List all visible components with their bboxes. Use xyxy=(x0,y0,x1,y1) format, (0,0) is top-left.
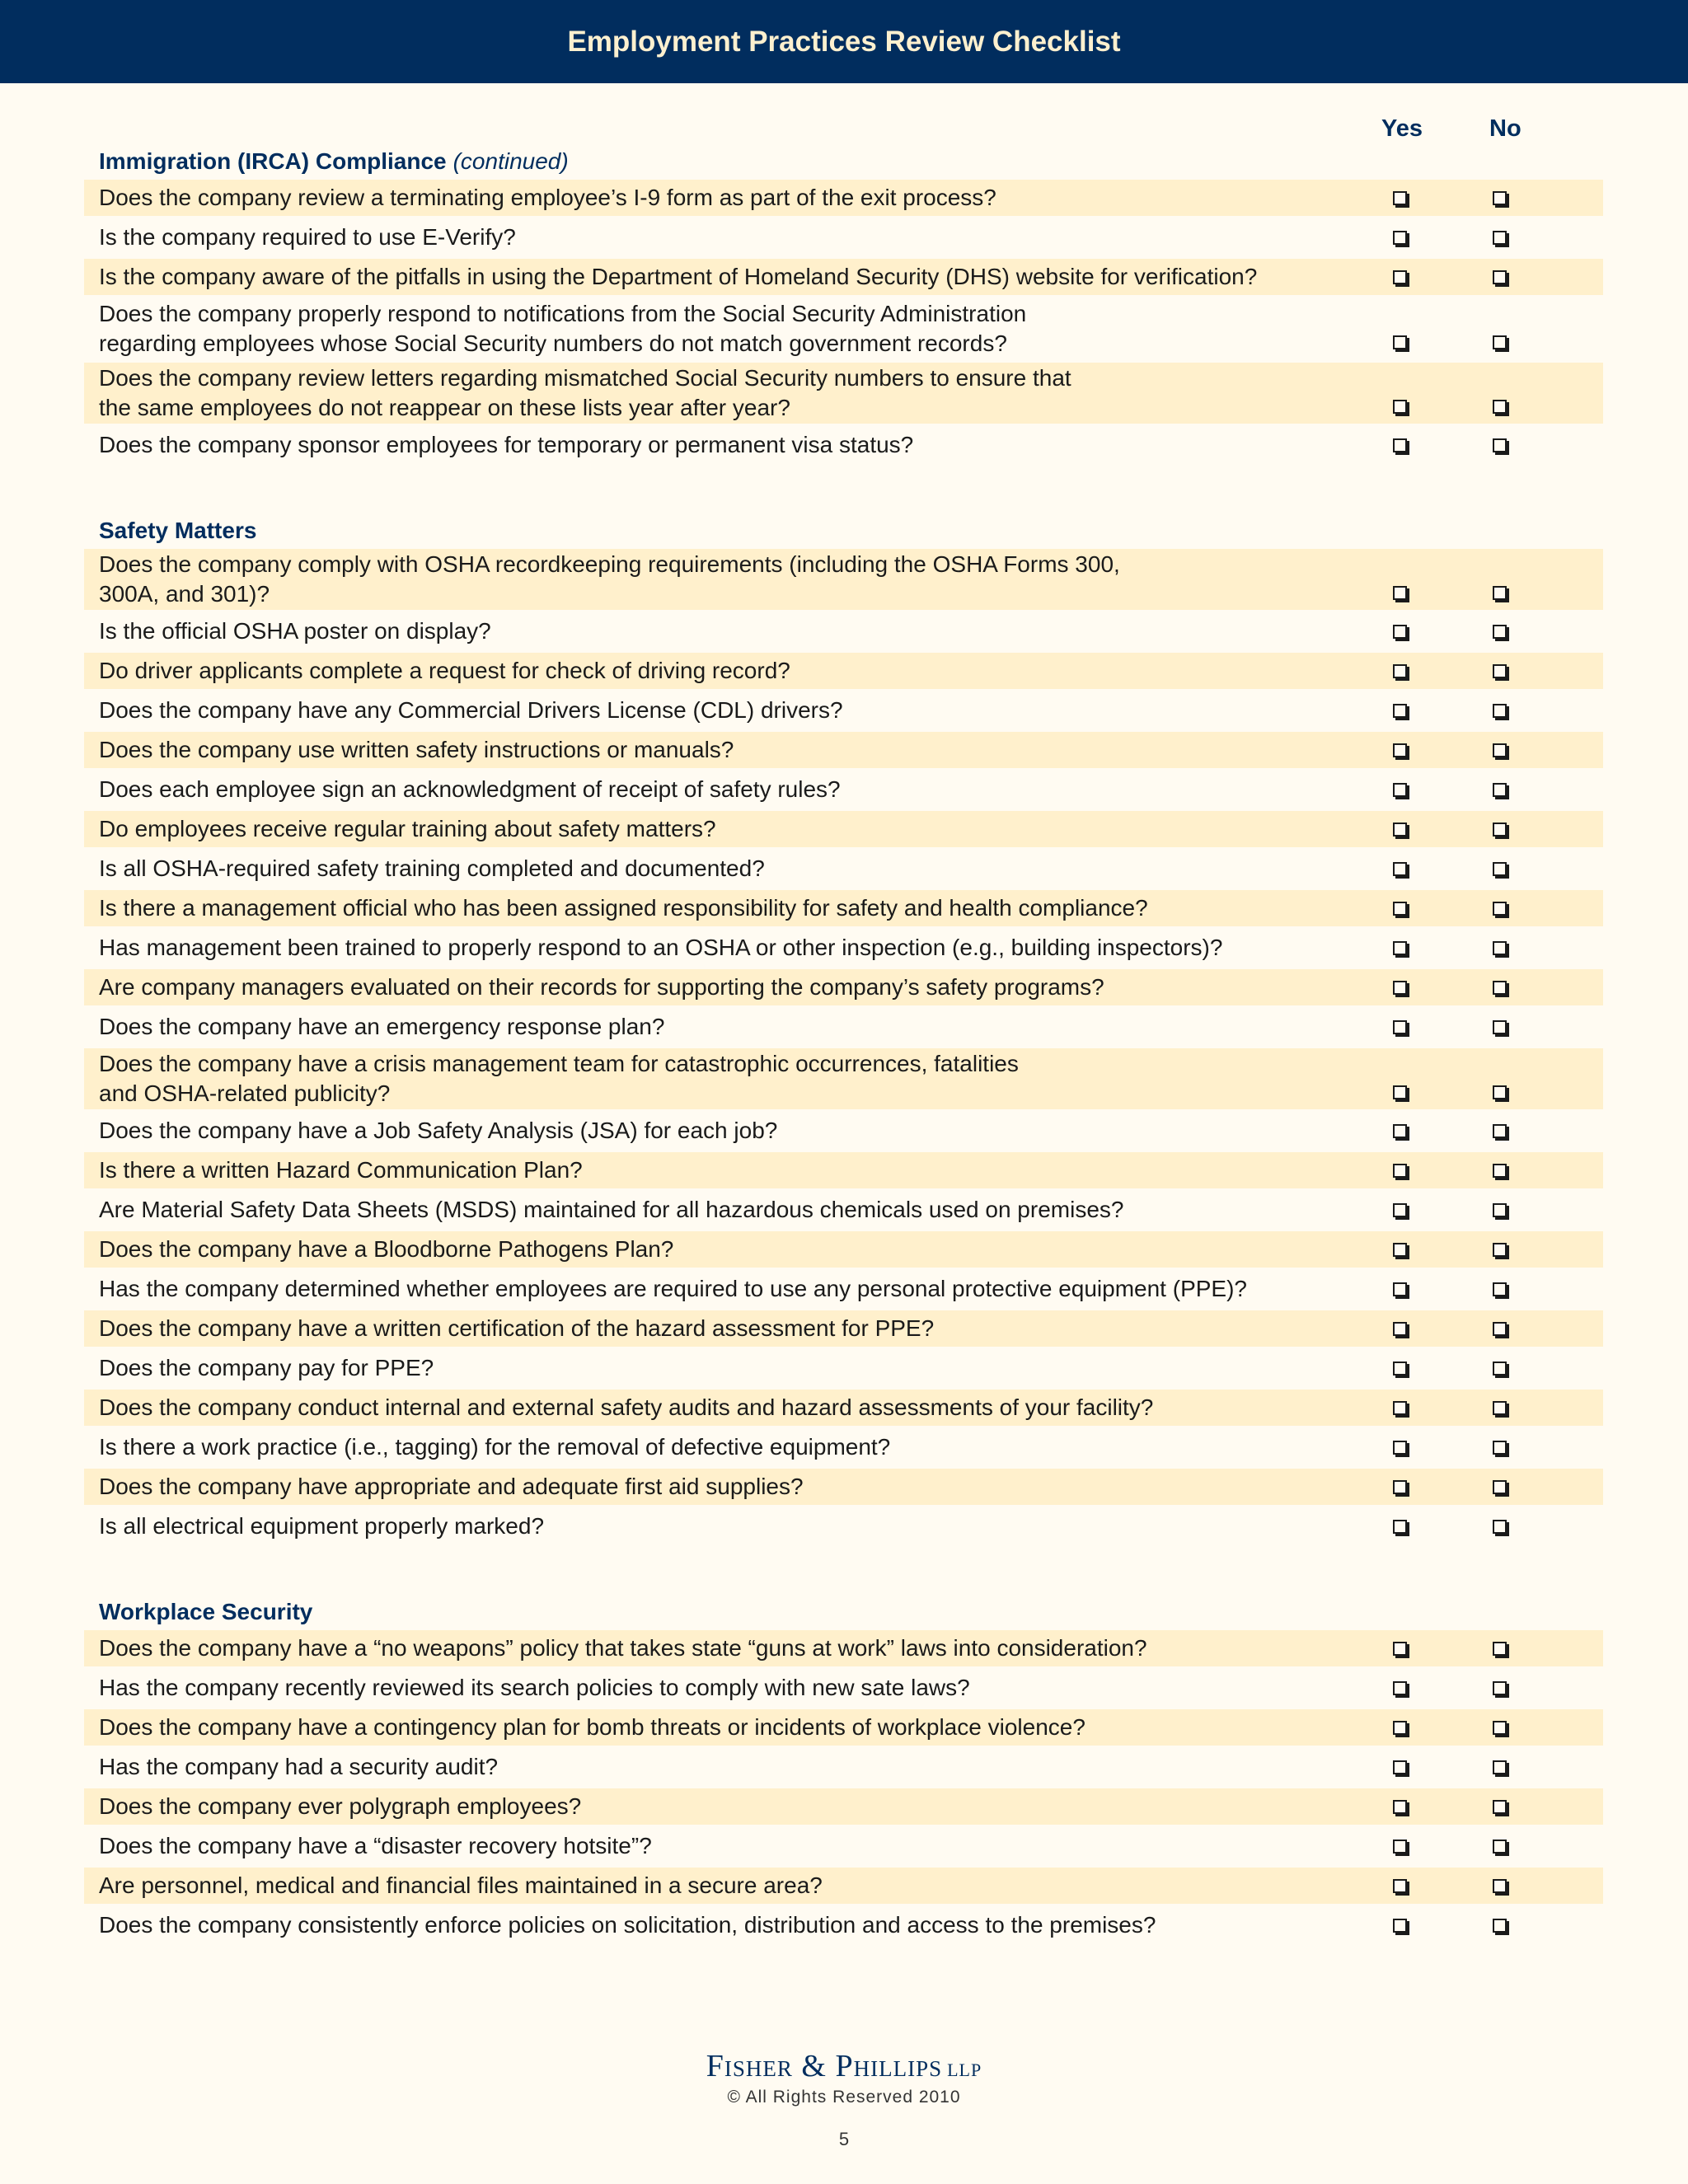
checklist-row xyxy=(84,1048,1603,1109)
section-title-text: Immigration (IRCA) Compliance xyxy=(99,148,447,174)
no-checkbox[interactable] xyxy=(1493,400,1507,414)
question-text: Does the company review a terminating employee’s I-9 form as part of the exit process? xyxy=(99,185,996,210)
checklist-row xyxy=(84,1113,1603,1149)
checklist-row xyxy=(84,1009,1603,1045)
checklist-row xyxy=(84,930,1603,966)
checklist-row xyxy=(84,890,1603,926)
yes-column-header: Yes xyxy=(1381,115,1423,142)
copyright-notice: © All Rights Reserved 2010 xyxy=(727,2088,961,2107)
question-text: Does the company ever polygraph employees? xyxy=(99,1793,582,1819)
yes-checkbox[interactable] xyxy=(1393,586,1407,600)
firm-logo xyxy=(0,2048,1688,2084)
question-text: Does the company have a written certification of the hazard assessment for PPE? xyxy=(99,1315,935,1341)
section-title xyxy=(84,140,1603,180)
no-checkbox[interactable] xyxy=(1493,1681,1507,1695)
yes-checkbox[interactable] xyxy=(1393,862,1407,876)
section-title xyxy=(84,509,1603,549)
no-checkbox[interactable] xyxy=(1493,1020,1507,1034)
checklist-row xyxy=(84,1192,1603,1228)
checklist-row xyxy=(84,180,1603,216)
section-spacer xyxy=(84,466,1603,509)
yes-checkbox[interactable] xyxy=(1393,664,1407,678)
no-checkbox[interactable] xyxy=(1493,823,1507,837)
checklist-row xyxy=(84,1350,1603,1386)
no-column-header: No xyxy=(1489,115,1522,142)
question-text: Does each employee sign an acknowledgment of receipt of safety rules? xyxy=(99,776,841,802)
checklist-row xyxy=(84,1152,1603,1188)
question-text: Does the company have a “disaster recovery hotsite”? xyxy=(99,1833,652,1858)
firm-name: Fisher & Phillips xyxy=(706,2049,943,2083)
checklist-row xyxy=(84,811,1603,847)
yes-checkbox[interactable] xyxy=(1393,941,1407,955)
no-checkbox[interactable] xyxy=(1493,1919,1507,1933)
checklist-row xyxy=(84,1630,1603,1666)
no-checkbox[interactable] xyxy=(1493,1520,1507,1534)
no-checkbox[interactable] xyxy=(1493,1642,1507,1656)
no-checkbox[interactable] xyxy=(1493,335,1507,349)
section-title-text: Safety Matters xyxy=(99,518,257,543)
question-text: Does the company have a crisis management team for catastrophic occurrences, fatalities and OSHA-related publicity? xyxy=(99,1051,1019,1106)
yes-checkbox[interactable] xyxy=(1393,743,1407,757)
checklist-row xyxy=(84,969,1603,1005)
question-text: Does the company use written safety instructions or manuals? xyxy=(99,737,734,762)
page-number: 5 xyxy=(838,2129,850,2149)
checklist-row xyxy=(84,692,1603,729)
yes-checkbox[interactable] xyxy=(1393,1520,1407,1534)
question-list xyxy=(84,549,1603,1544)
page-title: Employment Practices Review Checklist xyxy=(567,25,1121,58)
firm-suffix: LLP xyxy=(947,2060,982,2080)
no-checkbox[interactable] xyxy=(1493,1164,1507,1178)
yes-checkbox[interactable] xyxy=(1393,783,1407,797)
question-text: Does the company have a Bloodborne Pathogens Plan? xyxy=(99,1236,674,1262)
checklist-row xyxy=(84,363,1603,424)
no-checkbox[interactable] xyxy=(1493,1760,1507,1774)
checklist xyxy=(84,140,1603,1947)
question-text: Does the company have a Job Safety Analysis (JSA) for each job? xyxy=(99,1118,778,1143)
question-text: Are Material Safety Data Sheets (MSDS) maintained for all hazardous chemicals used on premises? xyxy=(99,1197,1124,1222)
question-text: Does the company consistently enforce policies on solicitation, distribution and access to the premises? xyxy=(99,1912,1156,1938)
question-list xyxy=(84,180,1603,463)
checklist-row xyxy=(84,1310,1603,1347)
yes-checkbox[interactable] xyxy=(1393,191,1407,205)
no-checkbox[interactable] xyxy=(1493,1879,1507,1893)
no-checkbox[interactable] xyxy=(1493,704,1507,718)
checklist-row xyxy=(84,1670,1603,1706)
checklist-row xyxy=(84,1508,1603,1544)
checklist-row xyxy=(84,1709,1603,1746)
checklist-row xyxy=(84,851,1603,887)
question-text: Has management been trained to properly respond to an OSHA or other inspection (e.g., building inspectors)? xyxy=(99,935,1223,960)
no-checkbox[interactable] xyxy=(1493,981,1507,995)
checklist-row xyxy=(84,1390,1603,1426)
no-checkbox[interactable] xyxy=(1493,1361,1507,1376)
question-text: Does the company have an emergency response plan? xyxy=(99,1014,665,1039)
checklist-row xyxy=(84,732,1603,768)
question-text: Does the company have a “no weapons” policy that takes state “guns at work” laws into consideration? xyxy=(99,1635,1147,1661)
question-text: Has the company determined whether employees are required to use any personal protective equipment (PPE)? xyxy=(99,1276,1247,1301)
yes-checkbox[interactable] xyxy=(1393,1441,1407,1455)
no-checkbox[interactable] xyxy=(1493,270,1507,284)
question-text: Is all electrical equipment properly marked? xyxy=(99,1513,545,1539)
question-text: Does the company properly respond to notifications from the Social Security Administration regarding employees whose Social Security numbers do not match government records? xyxy=(99,301,1027,356)
yes-checkbox[interactable] xyxy=(1393,902,1407,916)
yes-checkbox[interactable] xyxy=(1393,1020,1407,1034)
yes-checkbox[interactable] xyxy=(1393,400,1407,414)
question-text: Is the official OSHA poster on display? xyxy=(99,618,491,644)
yes-checkbox[interactable] xyxy=(1393,704,1407,718)
yes-checkbox[interactable] xyxy=(1393,981,1407,995)
yes-checkbox[interactable] xyxy=(1393,1760,1407,1774)
page-header xyxy=(0,0,1688,83)
no-checkbox[interactable] xyxy=(1493,1322,1507,1336)
yes-checkbox[interactable] xyxy=(1393,270,1407,284)
question-text: Is the company required to use E-Verify? xyxy=(99,224,516,250)
section-title xyxy=(84,1591,1603,1630)
question-text: Does the company conduct internal and external safety audits and hazard assessments of your facility? xyxy=(99,1394,1154,1420)
no-checkbox[interactable] xyxy=(1493,743,1507,757)
question-text: Is there a management official who has been assigned responsibility for safety and health compliance? xyxy=(99,895,1148,921)
yes-checkbox[interactable] xyxy=(1393,1243,1407,1257)
checklist-row xyxy=(84,219,1603,255)
yes-checkbox[interactable] xyxy=(1393,1282,1407,1296)
yes-checkbox[interactable] xyxy=(1393,438,1407,452)
yes-checkbox[interactable] xyxy=(1393,1401,1407,1415)
no-checkbox[interactable] xyxy=(1493,1840,1507,1854)
checklist-row xyxy=(84,298,1603,359)
question-text: Is there a written Hazard Communication Plan? xyxy=(99,1157,583,1183)
no-checkbox[interactable] xyxy=(1493,191,1507,205)
no-checkbox[interactable] xyxy=(1493,1282,1507,1296)
no-checkbox[interactable] xyxy=(1493,1800,1507,1814)
checklist-row xyxy=(84,1868,1603,1904)
checklist-row xyxy=(84,549,1603,610)
question-text: Has the company had a security audit? xyxy=(99,1754,499,1779)
question-text: Is there a work practice (i.e., tagging) for the removal of defective equipment? xyxy=(99,1434,891,1460)
yes-checkbox[interactable] xyxy=(1393,1164,1407,1178)
no-checkbox[interactable] xyxy=(1493,941,1507,955)
no-checkbox[interactable] xyxy=(1493,438,1507,452)
checklist-row xyxy=(84,1749,1603,1785)
question-list xyxy=(84,1630,1603,1943)
yes-checkbox[interactable] xyxy=(1393,1800,1407,1814)
yes-checkbox[interactable] xyxy=(1393,1124,1407,1138)
section-subtitle: (continued) xyxy=(452,148,569,174)
section-title-text: Workplace Security xyxy=(99,1599,313,1624)
no-checkbox[interactable] xyxy=(1493,625,1507,639)
question-text: Does the company have appropriate and adequate first aid supplies? xyxy=(99,1474,804,1499)
section-spacer xyxy=(84,1548,1603,1591)
yes-checkbox[interactable] xyxy=(1393,823,1407,837)
yes-checkbox[interactable] xyxy=(1393,1681,1407,1695)
checklist-row xyxy=(84,259,1603,295)
yes-checkbox[interactable] xyxy=(1393,1721,1407,1735)
question-text: Does the company have a contingency plan for bomb threats or incidents of workplace violence? xyxy=(99,1714,1085,1740)
yes-checkbox[interactable] xyxy=(1393,1642,1407,1656)
no-checkbox[interactable] xyxy=(1493,902,1507,916)
yes-checkbox[interactable] xyxy=(1393,625,1407,639)
yes-checkbox[interactable] xyxy=(1393,335,1407,349)
yes-checkbox[interactable] xyxy=(1393,231,1407,245)
checklist-row xyxy=(84,427,1603,463)
question-text: Does the company have any Commercial Drivers License (CDL) drivers? xyxy=(99,697,843,723)
no-checkbox[interactable] xyxy=(1493,1401,1507,1415)
question-text: Do driver applicants complete a request for check of driving record? xyxy=(99,658,790,683)
question-text: Does the company pay for PPE? xyxy=(99,1355,434,1380)
no-checkbox[interactable] xyxy=(1493,1480,1507,1494)
yes-checkbox[interactable] xyxy=(1393,1919,1407,1933)
yes-checkbox[interactable] xyxy=(1393,1840,1407,1854)
no-checkbox[interactable] xyxy=(1493,783,1507,797)
checklist-row xyxy=(84,1828,1603,1864)
question-text: Do employees receive regular training about safety matters? xyxy=(99,816,716,841)
question-text: Is all OSHA-required safety training completed and documented? xyxy=(99,855,765,881)
checklist-row xyxy=(84,653,1603,689)
yes-checkbox[interactable] xyxy=(1393,1322,1407,1336)
no-checkbox[interactable] xyxy=(1493,1085,1507,1099)
checklist-row xyxy=(84,613,1603,649)
checklist-row xyxy=(84,1788,1603,1825)
yes-checkbox[interactable] xyxy=(1393,1361,1407,1376)
checklist-row xyxy=(84,1469,1603,1505)
no-checkbox[interactable] xyxy=(1493,1243,1507,1257)
question-text: Are personnel, medical and financial files maintained in a secure area? xyxy=(99,1872,823,1898)
question-text: Is the company aware of the pitfalls in using the Department of Homeland Security (DHS) website for verification? xyxy=(99,264,1258,289)
checklist-row xyxy=(84,1271,1603,1307)
yes-checkbox[interactable] xyxy=(1393,1879,1407,1893)
question-text: Are company managers evaluated on their records for supporting the company’s safety programs? xyxy=(99,974,1104,1000)
question-text: Does the company sponsor employees for temporary or permanent visa status? xyxy=(99,432,914,457)
no-checkbox[interactable] xyxy=(1493,862,1507,876)
yes-checkbox[interactable] xyxy=(1393,1480,1407,1494)
no-checkbox[interactable] xyxy=(1493,1203,1507,1217)
yes-checkbox[interactable] xyxy=(1393,1085,1407,1099)
no-checkbox[interactable] xyxy=(1493,1124,1507,1138)
checklist-row xyxy=(84,1907,1603,1943)
no-checkbox[interactable] xyxy=(1493,664,1507,678)
question-text: Has the company recently reviewed its search policies to comply with new sate laws? xyxy=(99,1675,970,1700)
yes-checkbox[interactable] xyxy=(1393,1203,1407,1217)
checklist-row xyxy=(84,771,1603,808)
no-checkbox[interactable] xyxy=(1493,586,1507,600)
no-checkbox[interactable] xyxy=(1493,1441,1507,1455)
question-text: Does the company review letters regarding mismatched Social Security numbers to ensure that the same employees do not reappear on these lists year after year? xyxy=(99,365,1071,420)
no-checkbox[interactable] xyxy=(1493,231,1507,245)
checklist-row xyxy=(84,1429,1603,1465)
no-checkbox[interactable] xyxy=(1493,1721,1507,1735)
question-text: Does the company comply with OSHA recordkeeping requirements (including the OSHA Forms 300, 300A, and 301)? xyxy=(99,551,1120,607)
checklist-row xyxy=(84,1231,1603,1268)
